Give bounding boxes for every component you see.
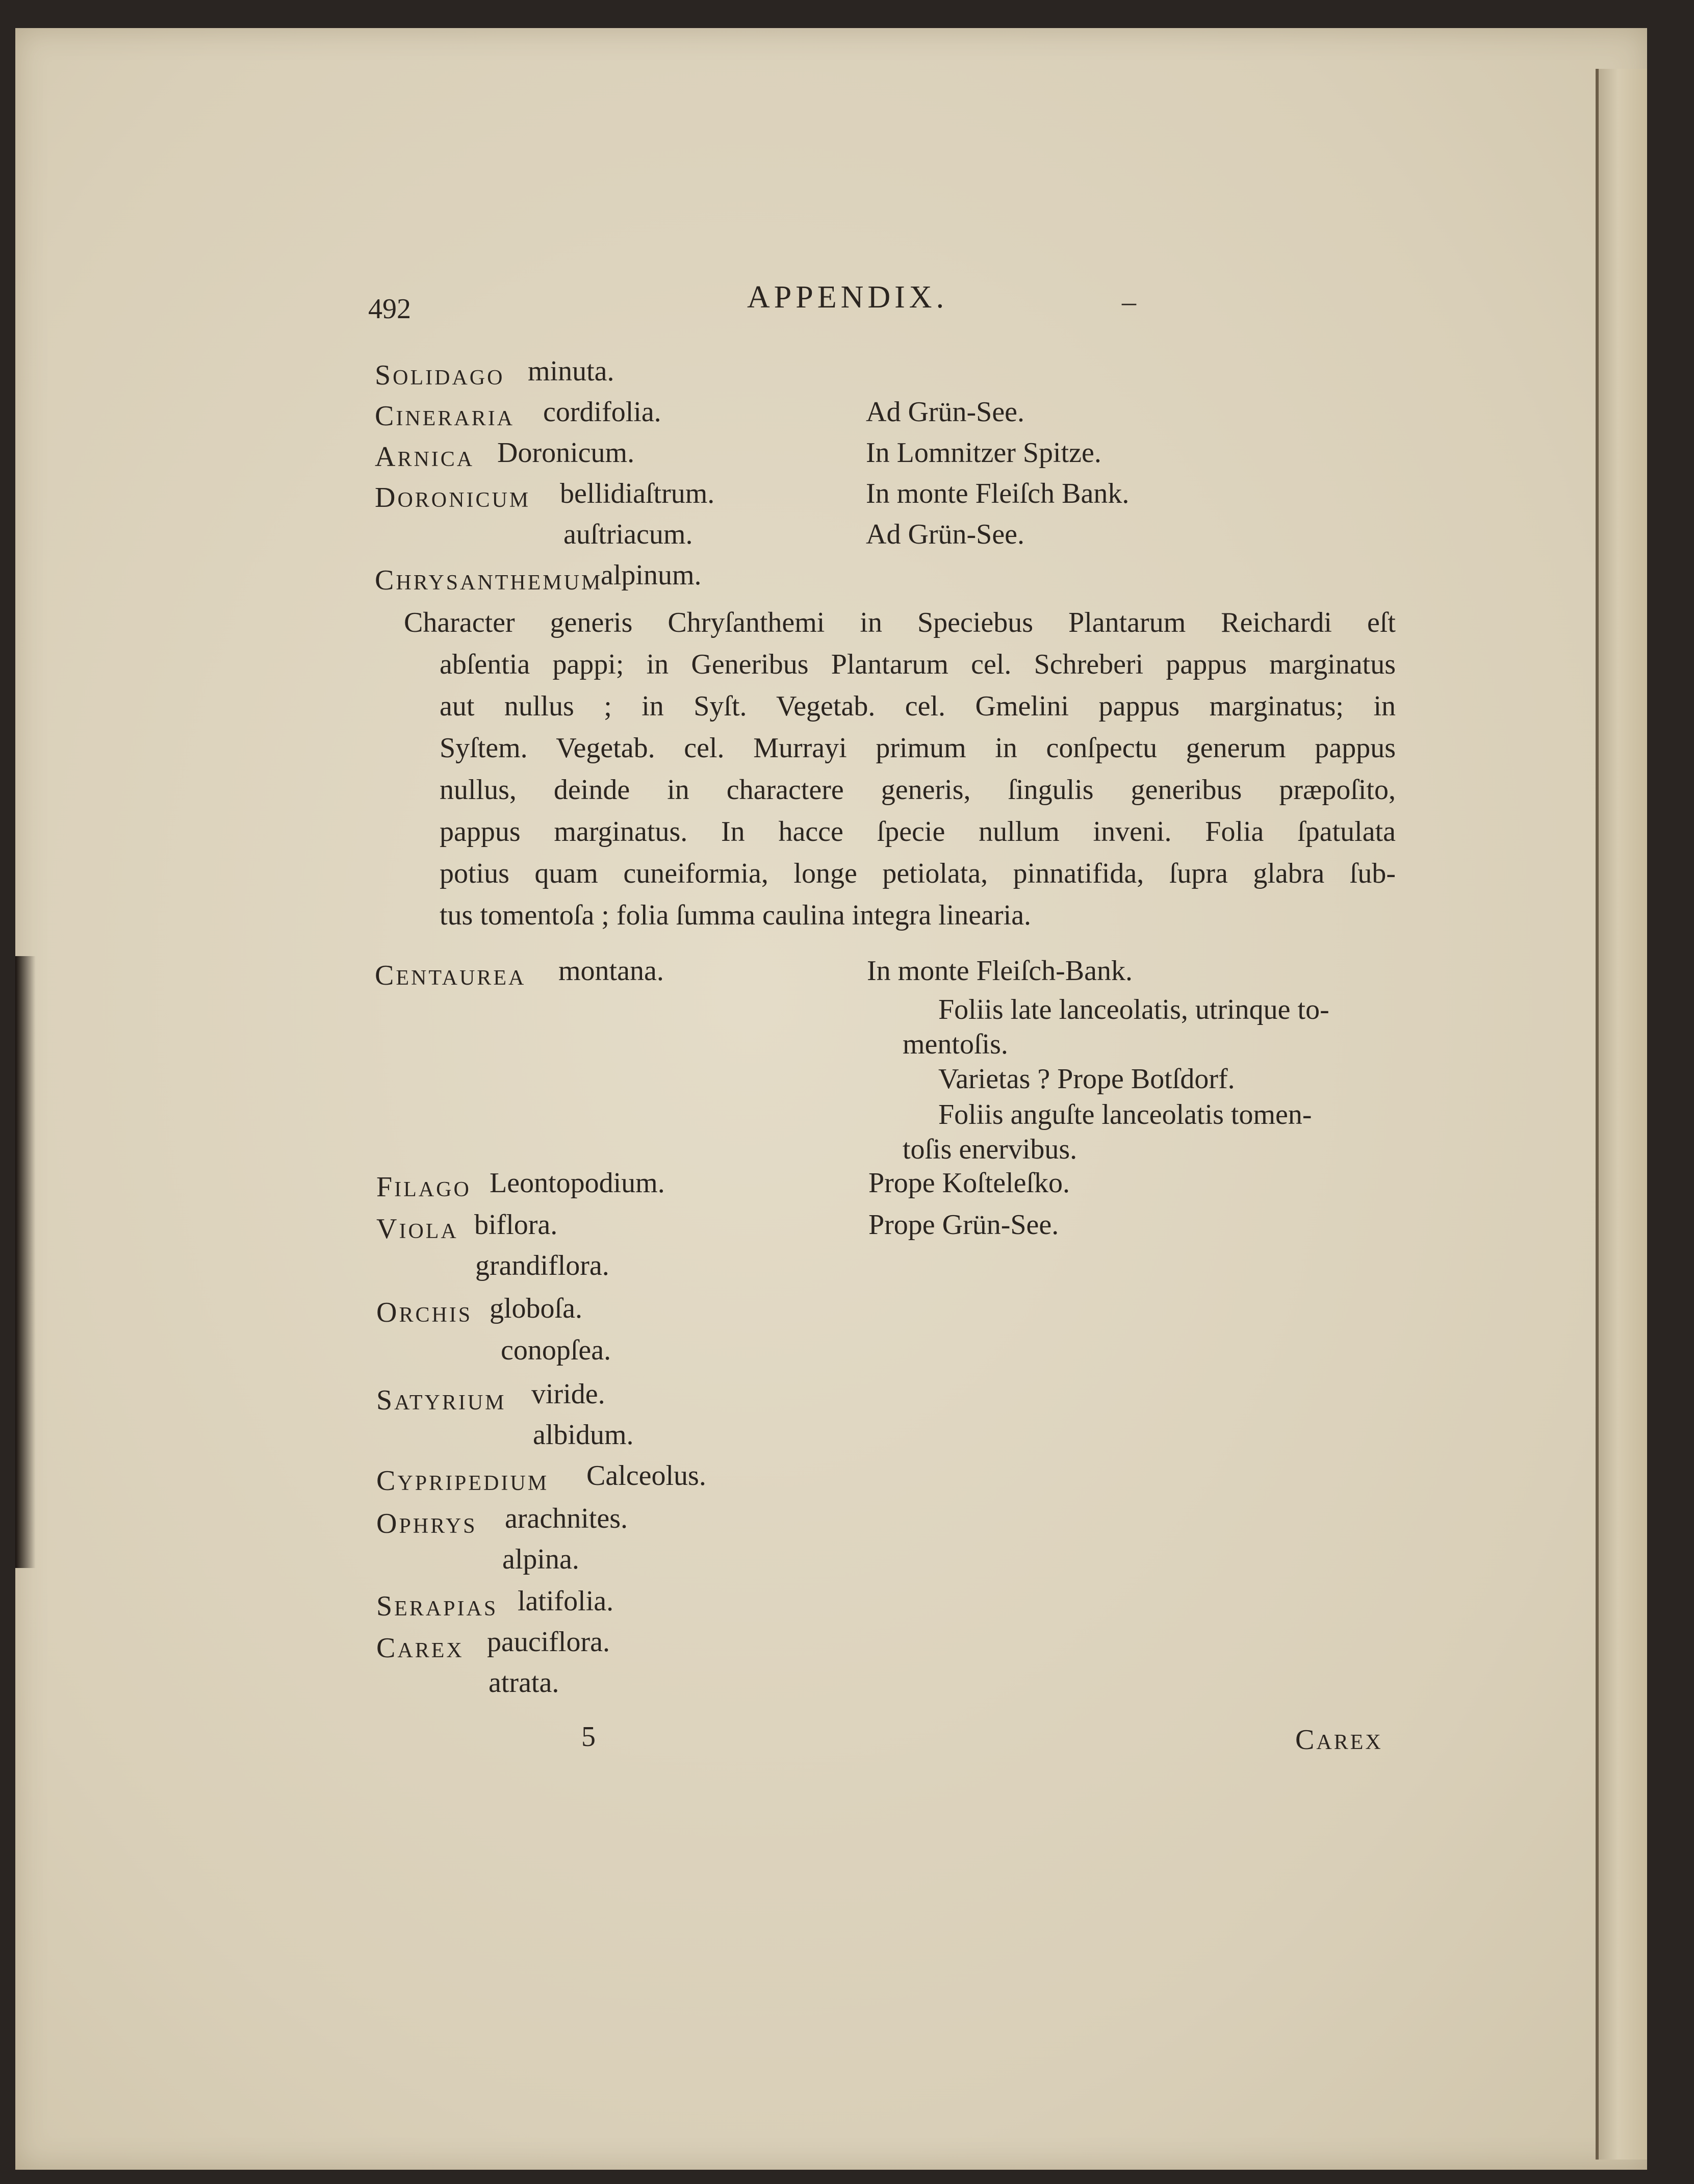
location-austriacum: Ad Grün-See. — [866, 519, 1025, 550]
location-cineraria: Ad Grün-See. — [866, 396, 1025, 428]
genus-doronicum: DORONICUM — [375, 482, 531, 513]
species-latifolia: latifolia. — [518, 1585, 614, 1617]
paragraph-line: abſentia pappi; in Generibus Plantarum cel. Schreberi pappus marginatus — [440, 649, 1396, 680]
species-biflora: biflora. — [474, 1209, 558, 1241]
genus-ophrys: OPHRYS — [376, 1508, 477, 1539]
genus-serapias: SERAPIAS — [376, 1590, 498, 1622]
genus-cineraria: CINERARIA — [375, 400, 515, 432]
species-albidum: albidum. — [533, 1419, 634, 1451]
species-conopsea: conopſea. — [501, 1334, 611, 1366]
species-cordifolia: cordifolia. — [543, 396, 661, 428]
species-pauciflora: pauciflora. — [487, 1626, 610, 1658]
paragraph-line: nullus, deinde in charactere generis, ſingulis generibus præpoſito, — [440, 774, 1396, 806]
note-tosis: toſis enervibus. — [903, 1134, 1077, 1165]
genus-carex: CAREX — [376, 1632, 464, 1664]
species-arachnites: arachnites. — [505, 1503, 628, 1534]
location-centaurea: In monte Fleiſch-Bank. — [867, 955, 1133, 987]
location-arnica: In Lomnitzer Spitze. — [866, 437, 1101, 469]
genus-arnica: ARNICA — [375, 441, 475, 473]
species-viride: viride. — [531, 1378, 605, 1410]
header-mark: – — [1122, 286, 1136, 318]
species-leontopodium: Leontopodium. — [490, 1167, 665, 1199]
page-number: 492 — [368, 293, 411, 325]
description-paragraph — [404, 602, 1396, 644]
genus-filago: FILAGO — [376, 1171, 471, 1203]
paragraph-line: tus tomentoſa ; folia ſumma caulina integra linearia. — [440, 900, 1032, 931]
location-doronicum: In monte Fleiſch Bank. — [866, 478, 1130, 509]
location-filago: Prope Koſteleſko. — [868, 1167, 1070, 1199]
note-foliis-late: Foliis late lanceolatis, utrinque to- — [938, 994, 1329, 1025]
genus-viola: VIOLA — [376, 1213, 458, 1245]
note-foliis-anguste: Foliis anguſte lanceolatis tomen- — [938, 1099, 1312, 1130]
book-spine — [1596, 69, 1647, 2160]
species-grandiflora: grandiflora. — [475, 1250, 609, 1281]
genus-chrysanthemum: CHRYSANTHEMUM — [375, 564, 603, 596]
paragraph-line: aut nullus ; in Syſt. Vegetab. cel. Gmelini pappus marginatus; in — [440, 690, 1396, 722]
page-title: APPENDIX. — [747, 280, 948, 315]
species-globosa: globoſa. — [490, 1293, 582, 1324]
species-alpina: alpina. — [502, 1544, 579, 1575]
species-austriacum: auſtriacum. — [563, 519, 693, 550]
species-alpinum: alpinum. — [601, 559, 702, 591]
paragraph-line: potius quam cuneiformia, longe petiolata, pinnatifida, ſupra glabra ſub- — [440, 858, 1396, 889]
printer-signature: 5 — [581, 1721, 596, 1753]
genus-orchis: ORCHIS — [376, 1297, 473, 1328]
species-doronicum: Doronicum. — [497, 437, 635, 469]
species-minuta: minuta. — [528, 355, 614, 387]
book-page — [15, 28, 1647, 2170]
genus-cypripedium: CYPRIPEDIUM — [376, 1465, 549, 1497]
paragraph-line: Syſtem. Vegetab. cel. Murrayi primum in conſpectu generum pappus — [440, 732, 1396, 764]
species-montana: montana. — [558, 955, 664, 987]
page-edge-shadow — [15, 956, 36, 1568]
species-calceolus: Calceolus. — [586, 1460, 706, 1492]
paragraph-line: Character generis Chryſanthemi in Speciebus Plantarum Reichardi eſt — [404, 607, 1396, 638]
note-mentosis: mentoſis. — [903, 1029, 1008, 1060]
paragraph-line: pappus marginatus. In hacce ſpecie nullum inveni. Folia ſpatulata — [440, 816, 1396, 847]
description-paragraph-body — [440, 644, 1396, 936]
catchword: CAREX — [1295, 1724, 1383, 1756]
species-atrata: atrata. — [489, 1667, 559, 1699]
species-bellidiastrum: bellidiaſtrum. — [560, 478, 715, 509]
genus-satyrium: SATYRIUM — [376, 1384, 506, 1416]
location-viola: Prope Grün-See. — [868, 1209, 1059, 1241]
genus-centaurea: CENTAUREA — [375, 960, 526, 991]
note-varietas: Varietas ? Prope Botſdorf. — [938, 1063, 1235, 1095]
genus-solidago: SOLIDAGO — [375, 359, 505, 391]
